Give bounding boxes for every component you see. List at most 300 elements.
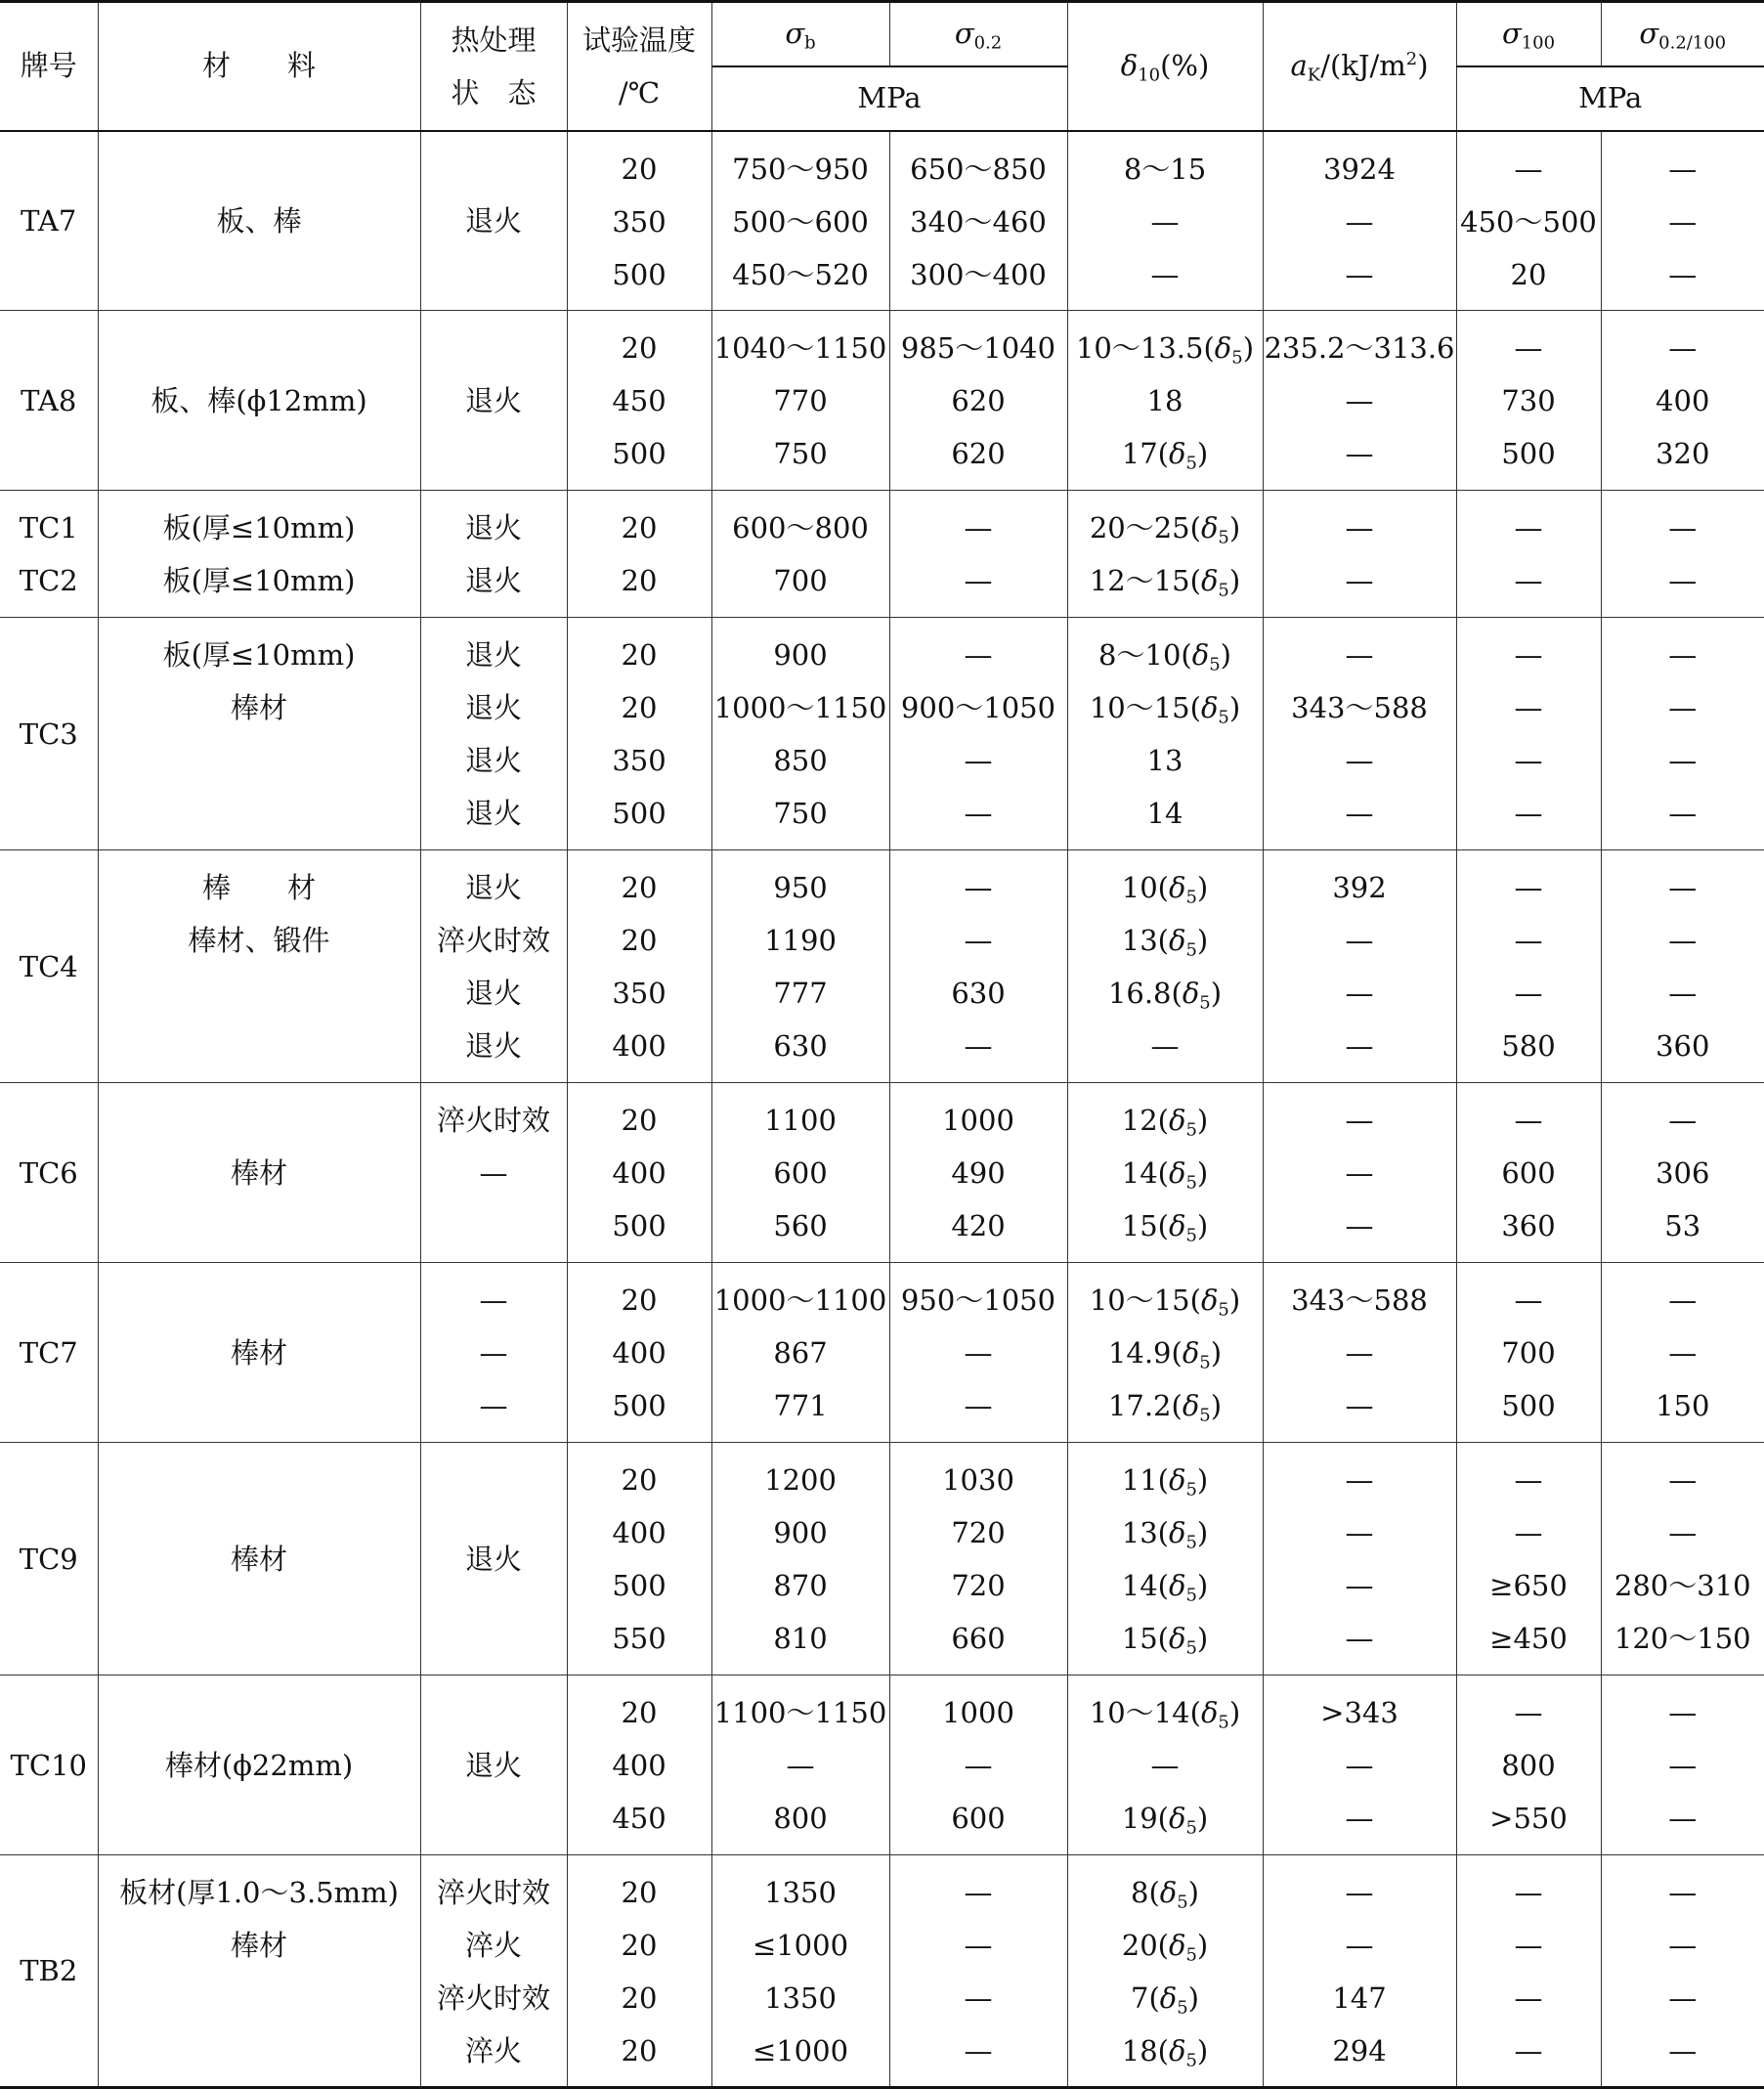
creep-yield-value: — (1602, 1506, 1764, 1559)
temperature-cell (567, 131, 711, 311)
tensile-strength-value: 1100 (712, 1094, 889, 1147)
yield-strength-value: — (890, 787, 1067, 840)
material-value: 棒材、锻件 (99, 914, 420, 967)
creep-yield-cell (1601, 311, 1764, 491)
elongation-value: $15(\delta_5)$ (1068, 1612, 1263, 1665)
impact-toughness-value: — (1264, 629, 1456, 681)
elongation-value: $12(\delta_5)$ (1068, 1094, 1263, 1147)
brand-cell (0, 1676, 98, 1855)
elongation-value: $14.9(\delta_5)$ (1068, 1327, 1263, 1379)
elongation-value: $17(\delta_5)$ (1068, 427, 1263, 480)
material-value: 棒材 (99, 1533, 420, 1586)
elongation-value: 18 (1068, 374, 1263, 427)
impact-toughness-cell (1263, 1676, 1456, 1855)
temperature-cell (567, 491, 711, 618)
creep-strength-value: — (1457, 629, 1601, 681)
material-value: 板(厚≤10mm) (99, 554, 420, 607)
heat-treatment-value: 退火 (421, 501, 567, 554)
creep-strength-value: 800 (1457, 1739, 1601, 1792)
yield-strength-value: — (890, 1866, 1067, 1919)
yield-strength-value: 600 (890, 1792, 1067, 1845)
yield-strength-value: — (890, 1327, 1067, 1379)
creep-yield-value: — (1602, 143, 1764, 196)
creep-strength-value: — (1457, 681, 1601, 734)
heat-treatment-cell (420, 1443, 567, 1676)
yield-strength-cell (889, 131, 1067, 311)
temperature-value: 20 (568, 1094, 711, 1147)
header-impact-toughness: $a_K/(kJ/m^2)$ (1263, 2, 1456, 131)
creep-yield-value: — (1602, 1094, 1764, 1147)
temperature-cell (567, 1083, 711, 1263)
elongation-value: $13(\delta_5)$ (1068, 914, 1263, 967)
creep-strength-value: 600 (1457, 1147, 1601, 1199)
material-value: 棒 材 (99, 861, 420, 914)
yield-strength-value: 950～1050 (890, 1274, 1067, 1327)
impact-toughness-value: — (1264, 734, 1456, 787)
temperature-cell (567, 311, 711, 491)
yield-strength-value: 1000 (890, 1094, 1067, 1147)
yield-strength-value: — (890, 914, 1067, 967)
yield-strength-cell (889, 850, 1067, 1083)
yield-strength-value: 720 (890, 1559, 1067, 1612)
creep-yield-value: — (1602, 1792, 1764, 1845)
heat-treatment-cell (420, 311, 567, 491)
creep-yield-cell (1601, 1083, 1764, 1263)
temperature-value: 20 (568, 681, 711, 734)
tensile-strength-value: 900 (712, 1506, 889, 1559)
tensile-strength-value: 950 (712, 861, 889, 914)
impact-toughness-value: — (1264, 427, 1456, 480)
temperature-value: 550 (568, 1612, 711, 1665)
material-cell (98, 311, 420, 491)
impact-toughness-value: 343～588 (1264, 1274, 1456, 1327)
creep-yield-value: — (1602, 1739, 1764, 1792)
material-cell (98, 1443, 420, 1676)
heat-treatment-cell (420, 1263, 567, 1443)
yield-strength-cell (889, 1855, 1067, 2088)
temperature-value: 20 (568, 914, 711, 967)
material-cell (98, 1676, 420, 1855)
material-cell (98, 618, 420, 850)
temperature-cell (567, 1263, 711, 1443)
creep-yield-value: — (1602, 1327, 1764, 1379)
temperature-value: 350 (568, 734, 711, 787)
impact-toughness-value: — (1264, 248, 1456, 301)
elongation-cell (1067, 1676, 1263, 1855)
heat-treatment-cell (420, 850, 567, 1083)
header-test-temperature: 试验温度 /℃ (567, 2, 711, 131)
creep-strength-value: — (1457, 914, 1601, 967)
impact-toughness-value: — (1264, 1379, 1456, 1432)
elongation-value: $10\sim 15(\delta_5)$ (1068, 681, 1263, 734)
elongation-cell (1067, 311, 1263, 491)
yield-strength-cell (889, 1083, 1067, 1263)
tensile-strength-value: 900 (712, 629, 889, 681)
temperature-value: 400 (568, 1506, 711, 1559)
tensile-strength-value: 1100～1150 (712, 1686, 889, 1739)
yield-strength-value: 620 (890, 427, 1067, 480)
tensile-strength-value: 750 (712, 787, 889, 840)
creep-strength-value: — (1457, 734, 1601, 787)
brand-value: TC10 (0, 1739, 98, 1792)
material-value: 板(厚≤10mm) (99, 501, 420, 554)
material-value: 棒材 (99, 1919, 420, 1972)
creep-yield-value: — (1602, 629, 1764, 681)
heat-treatment-value: 退火 (421, 681, 567, 734)
creep-yield-value: 360 (1602, 1020, 1764, 1072)
temperature-value: 500 (568, 1559, 711, 1612)
creep-yield-value: — (1602, 554, 1764, 607)
elongation-value: $17.2(\delta_5)$ (1068, 1379, 1263, 1432)
elongation-value: $8\sim 10(\delta_5)$ (1068, 629, 1263, 681)
impact-toughness-cell (1263, 618, 1456, 850)
impact-toughness-value: — (1264, 1739, 1456, 1792)
creep-yield-cell (1601, 131, 1764, 311)
creep-strength-value: — (1457, 1686, 1601, 1739)
creep-strength-cell (1456, 1443, 1601, 1676)
elongation-value: — (1068, 196, 1263, 248)
table-row (0, 131, 1764, 311)
impact-toughness-cell (1263, 311, 1456, 491)
elongation-cell (1067, 618, 1263, 850)
temperature-value: 20 (568, 322, 711, 374)
creep-yield-value: — (1602, 322, 1764, 374)
impact-toughness-value: — (1264, 554, 1456, 607)
temperature-value: 350 (568, 196, 711, 248)
brand-value: TA7 (0, 195, 98, 247)
heat-treatment-cell (420, 1083, 567, 1263)
brand-value: TC1 (0, 501, 98, 554)
material-value: 棒材 (99, 1147, 420, 1199)
creep-yield-cell (1601, 1443, 1764, 1676)
creep-yield-value: 150 (1602, 1379, 1764, 1432)
yield-strength-value: — (890, 2024, 1067, 2077)
tensile-strength-value: 1350 (712, 1972, 889, 2024)
elongation-value: $12\sim 15(\delta_5)$ (1068, 554, 1263, 607)
creep-yield-cell (1601, 1676, 1764, 1855)
creep-yield-cell (1601, 850, 1764, 1083)
temperature-value: 20 (568, 1454, 711, 1506)
yield-strength-cell (889, 1443, 1067, 1676)
brand-cell (0, 1083, 98, 1263)
heat-treatment-cell (420, 618, 567, 850)
creep-yield-value: 306 (1602, 1147, 1764, 1199)
heat-treatment-cell (420, 491, 567, 618)
yield-strength-cell (889, 311, 1067, 491)
temperature-value: 20 (568, 861, 711, 914)
impact-toughness-value: >343 (1264, 1686, 1456, 1739)
temperature-value: 20 (568, 501, 711, 554)
impact-toughness-value: — (1264, 1559, 1456, 1612)
table-row (0, 1443, 1764, 1676)
tensile-strength-value: 560 (712, 1199, 889, 1252)
impact-toughness-value: — (1264, 1866, 1456, 1919)
tensile-strength-value: 750～950 (712, 143, 889, 196)
impact-toughness-value: — (1264, 1147, 1456, 1199)
impact-toughness-value: 392 (1264, 861, 1456, 914)
yield-strength-value: 1000 (890, 1686, 1067, 1739)
creep-strength-value: — (1457, 322, 1601, 374)
creep-yield-cell (1601, 618, 1764, 850)
tensile-strength-value: 1200 (712, 1454, 889, 1506)
heat-treatment-cell (420, 1855, 567, 2088)
tensile-strength-cell (711, 491, 889, 618)
temperature-cell (567, 1676, 711, 1855)
tensile-strength-value: 600 (712, 1147, 889, 1199)
material-value: 棒材 (99, 681, 420, 734)
temperature-value: 20 (568, 2024, 711, 2077)
table-row (0, 491, 1764, 618)
table-row (0, 1855, 1764, 2088)
temperature-value: 350 (568, 967, 711, 1020)
header-mpa-left: MPa (711, 66, 1067, 131)
creep-yield-value: — (1602, 967, 1764, 1020)
heat-treatment-value: 退火 (421, 734, 567, 787)
creep-strength-cell (1456, 491, 1601, 618)
temperature-value: 500 (568, 248, 711, 301)
impact-toughness-value: — (1264, 501, 1456, 554)
creep-strength-value: — (1457, 861, 1601, 914)
heat-treatment-value: 退火 (421, 1020, 567, 1072)
impact-toughness-value: 235.2～313.6 (1264, 322, 1456, 374)
temperature-value: 500 (568, 427, 711, 480)
creep-strength-value: 700 (1457, 1327, 1601, 1379)
creep-yield-value: 280～310 (1602, 1559, 1764, 1612)
yield-strength-value: 630 (890, 967, 1067, 1020)
temperature-value: 20 (568, 1866, 711, 1919)
impact-toughness-value: — (1264, 1454, 1456, 1506)
tensile-strength-cell (711, 1855, 889, 2088)
yield-strength-value: 650～850 (890, 143, 1067, 196)
brand-value: TC9 (0, 1533, 98, 1586)
brand-cell (0, 618, 98, 850)
elongation-value: $7(\delta_5)$ (1068, 1972, 1263, 2024)
material-value: 板(厚≤10mm) (99, 629, 420, 681)
table-row (0, 618, 1764, 850)
creep-strength-value: — (1457, 143, 1601, 196)
header-brand: 牌号 (0, 2, 98, 131)
creep-strength-value: >550 (1457, 1792, 1601, 1845)
temperature-value: 500 (568, 1379, 711, 1432)
elongation-cell (1067, 131, 1263, 311)
heat-treatment-value: 退火 (421, 195, 567, 247)
yield-strength-value: — (890, 1972, 1067, 2024)
creep-strength-value: — (1457, 1454, 1601, 1506)
material-value: 棒材 (99, 1327, 420, 1379)
temperature-value: 20 (568, 554, 711, 607)
elongation-value: 13 (1068, 734, 1263, 787)
temperature-value: 20 (568, 143, 711, 196)
creep-strength-value: — (1457, 2024, 1601, 2077)
heat-treatment-value: 退火 (421, 787, 567, 840)
tensile-strength-value: 500～600 (712, 196, 889, 248)
creep-yield-value: — (1602, 501, 1764, 554)
brand-value: TC6 (0, 1147, 98, 1199)
tensile-strength-value: — (712, 1739, 889, 1792)
elongation-cell (1067, 850, 1263, 1083)
elongation-value: $10\sim 13.5(\delta_5)$ (1068, 322, 1263, 374)
creep-yield-value: — (1602, 734, 1764, 787)
creep-yield-value: — (1602, 1686, 1764, 1739)
creep-yield-value: — (1602, 1972, 1764, 2024)
creep-yield-value: 320 (1602, 427, 1764, 480)
yield-strength-value: 340～460 (890, 196, 1067, 248)
elongation-value: $8(\delta_5)$ (1068, 1866, 1263, 1919)
material-cell (98, 1263, 420, 1443)
elongation-value: $20(\delta_5)$ (1068, 1919, 1263, 1972)
yield-strength-value: 620 (890, 374, 1067, 427)
material-cell (98, 1855, 420, 2088)
yield-strength-cell (889, 1263, 1067, 1443)
creep-strength-value: ≥450 (1457, 1612, 1601, 1665)
impact-toughness-value: 294 (1264, 2024, 1456, 2077)
yield-strength-value: — (890, 554, 1067, 607)
temperature-value: 20 (568, 1274, 711, 1327)
creep-strength-cell (1456, 131, 1601, 311)
creep-yield-cell (1601, 491, 1764, 618)
impact-toughness-value: — (1264, 1792, 1456, 1845)
creep-yield-value: — (1602, 1866, 1764, 1919)
elongation-value: 14 (1068, 787, 1263, 840)
brand-value: TB2 (0, 1944, 98, 1997)
tensile-strength-value: 867 (712, 1327, 889, 1379)
impact-toughness-cell (1263, 1855, 1456, 2088)
impact-toughness-value: — (1264, 1919, 1456, 1972)
tensile-strength-value: 450～520 (712, 248, 889, 301)
tensile-strength-value: 850 (712, 734, 889, 787)
creep-strength-value: ≥650 (1457, 1559, 1601, 1612)
tensile-strength-value: 770 (712, 374, 889, 427)
heat-treatment-value: 退火 (421, 1739, 567, 1792)
creep-yield-value: — (1602, 196, 1764, 248)
temperature-value: 400 (568, 1020, 711, 1072)
temperature-value: 20 (568, 1686, 711, 1739)
impact-toughness-value: — (1264, 374, 1456, 427)
yield-strength-cell (889, 618, 1067, 850)
table-header (0, 2, 1764, 131)
creep-strength-value: 500 (1457, 1379, 1601, 1432)
temperature-value: 20 (568, 629, 711, 681)
impact-toughness-value: — (1264, 914, 1456, 967)
creep-strength-cell (1456, 850, 1601, 1083)
temperature-cell (567, 850, 711, 1083)
tensile-strength-cell (711, 311, 889, 491)
brand-cell (0, 491, 98, 618)
elongation-value: $19(\delta_5)$ (1068, 1792, 1263, 1845)
impact-toughness-value: — (1264, 1612, 1456, 1665)
impact-toughness-value: — (1264, 1020, 1456, 1072)
creep-yield-value: — (1602, 787, 1764, 840)
elongation-cell (1067, 1443, 1263, 1676)
header-sigma-100: $\sigma_{100}$ (1456, 2, 1601, 66)
impact-toughness-value: — (1264, 1327, 1456, 1379)
heat-treatment-cell (420, 1676, 567, 1855)
yield-strength-value: — (890, 734, 1067, 787)
yield-strength-value: 660 (890, 1612, 1067, 1665)
heat-treatment-value: — (421, 1327, 567, 1379)
temperature-value: 500 (568, 787, 711, 840)
creep-strength-value: — (1457, 1919, 1601, 1972)
elongation-cell (1067, 1263, 1263, 1443)
impact-toughness-value: — (1264, 1094, 1456, 1147)
material-cell (98, 491, 420, 618)
elongation-value: $15(\delta_5)$ (1068, 1199, 1263, 1252)
creep-strength-value: — (1457, 1274, 1601, 1327)
tensile-strength-cell (711, 850, 889, 1083)
tensile-strength-cell (711, 1676, 889, 1855)
creep-yield-value: 53 (1602, 1199, 1764, 1252)
heat-treatment-value: 淬火时效 (421, 1094, 567, 1147)
tensile-strength-value: 777 (712, 967, 889, 1020)
material-value: 棒材(ϕ22mm) (99, 1739, 420, 1792)
tensile-strength-value: 1040～1150 (712, 322, 889, 374)
creep-yield-value: — (1602, 861, 1764, 914)
material-cell (98, 131, 420, 311)
yield-strength-value: 900～1050 (890, 681, 1067, 734)
impact-toughness-value: — (1264, 967, 1456, 1020)
elongation-value: — (1068, 1020, 1263, 1072)
heat-treatment-value: 淬火时效 (421, 1972, 567, 2024)
impact-toughness-cell (1263, 131, 1456, 311)
material-value: 板材(厚1.0～3.5mm) (99, 1866, 420, 1919)
table-row (0, 1083, 1764, 1263)
creep-strength-value: 450～500 (1457, 196, 1601, 248)
creep-strength-cell (1456, 618, 1601, 850)
impact-toughness-cell (1263, 1443, 1456, 1676)
impact-toughness-value: — (1264, 1506, 1456, 1559)
temperature-value: 20 (568, 1972, 711, 2024)
elongation-cell (1067, 1083, 1263, 1263)
tensile-strength-value: 600～800 (712, 501, 889, 554)
brand-cell (0, 850, 98, 1083)
heat-treatment-cell (420, 131, 567, 311)
brand-value: TC4 (0, 940, 98, 993)
brand-value: TC3 (0, 708, 98, 761)
yield-strength-value: 300～400 (890, 248, 1067, 301)
heat-treatment-value: 淬火 (421, 1919, 567, 1972)
tensile-strength-value: 1000～1150 (712, 681, 889, 734)
impact-toughness-value: 147 (1264, 1972, 1456, 2024)
tensile-strength-value: 630 (712, 1020, 889, 1072)
elongation-value: $10(\delta_5)$ (1068, 861, 1263, 914)
temperature-cell (567, 1443, 711, 1676)
elongation-value: $14(\delta_5)$ (1068, 1559, 1263, 1612)
header-sigma-b: $\sigma_b$ (711, 2, 889, 66)
yield-strength-value: 985～1040 (890, 322, 1067, 374)
impact-toughness-value: — (1264, 787, 1456, 840)
impact-toughness-cell (1263, 1263, 1456, 1443)
tensile-strength-value: 1350 (712, 1866, 889, 1919)
tensile-strength-value: 771 (712, 1379, 889, 1432)
temperature-value: 20 (568, 1919, 711, 1972)
tensile-strength-cell (711, 1083, 889, 1263)
temperature-value: 400 (568, 1147, 711, 1199)
temperature-cell (567, 618, 711, 850)
creep-yield-cell (1601, 1263, 1764, 1443)
temperature-cell (567, 1855, 711, 2088)
creep-strength-cell (1456, 1263, 1601, 1443)
creep-yield-value: 120～150 (1602, 1612, 1764, 1665)
header-mpa-right: MPa (1456, 66, 1764, 131)
brand-cell (0, 1443, 98, 1676)
creep-strength-value: — (1457, 1506, 1601, 1559)
tensile-strength-value: 1000～1100 (712, 1274, 889, 1327)
yield-strength-value: — (890, 1739, 1067, 1792)
impact-toughness-cell (1263, 850, 1456, 1083)
impact-toughness-value: — (1264, 196, 1456, 248)
creep-yield-value: — (1602, 681, 1764, 734)
tensile-strength-value: 810 (712, 1612, 889, 1665)
